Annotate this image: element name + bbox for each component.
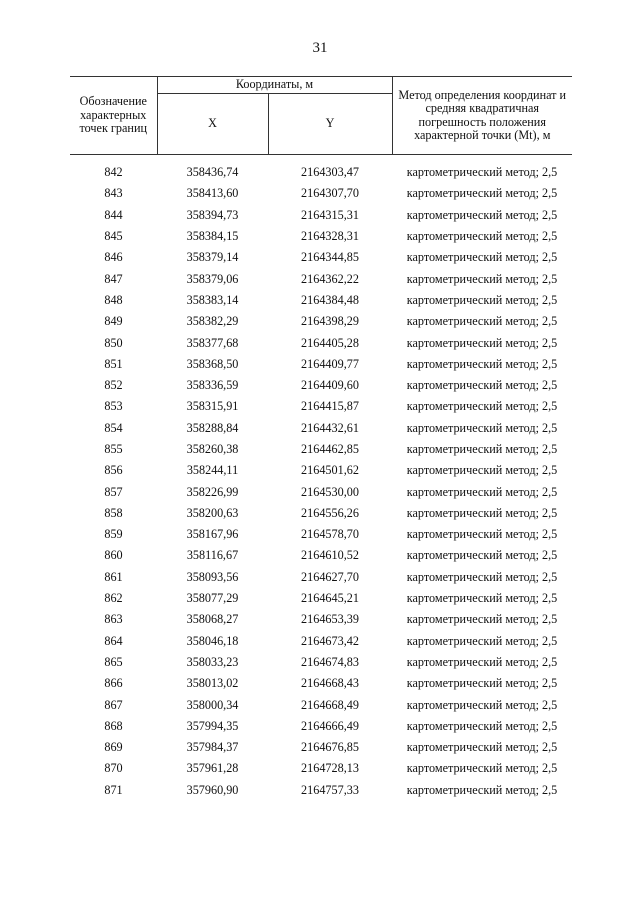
header-point-designation: Обозначение характерных точек границ [70,77,157,155]
x-coordinate-cell: 357961,28 [186,761,239,776]
table-row [70,481,572,502]
x-coordinate-cell: 358244,11 [186,463,239,478]
method-cell: картометрический метод; 2,5 [406,740,558,755]
x-coordinate-cell: 358093,56 [186,569,239,584]
point-number-cell: 849 [104,314,123,329]
method-cell: картометрический метод; 2,5 [406,399,558,414]
point-number-cell: 857 [104,484,123,499]
header-y: Y [268,94,392,155]
point-number-cell: 870 [104,761,123,776]
point-number-cell: 845 [104,229,123,244]
point-number-cell: 842 [104,165,123,180]
y-coordinate-cell: 2164315,31 [301,207,359,222]
point-number-cell: 847 [104,271,123,286]
method-cell: картометрический метод; 2,5 [406,250,558,265]
x-coordinate-cell: 358315,91 [186,399,239,414]
y-coordinate-cell: 2164405,28 [301,335,359,350]
table-row [70,631,572,652]
table-row [70,247,572,268]
table-row [70,375,572,396]
header-coordinates: Координаты, м [157,77,392,94]
method-cell: картометрический метод; 2,5 [406,442,558,456]
y-coordinate-cell: 2164398,29 [301,314,359,329]
point-number-cell: 871 [104,782,123,797]
x-coordinate-cell: 357960,90 [186,782,239,797]
table-row [70,609,572,630]
x-coordinate-cell: 358413,60 [186,186,239,201]
table-row [70,780,572,801]
method-cell: картометрический метод; 2,5 [406,591,558,606]
table-row [70,226,572,247]
x-coordinate-cell: 358436,74 [186,165,239,180]
table-body [70,155,572,801]
x-coordinate-cell: 358288,84 [186,420,239,435]
point-number-cell: 858 [104,505,123,520]
table-row [70,332,572,353]
method-cell: картометрический метод; 2,5 [406,676,558,691]
method-cell: картометрический метод; 2,5 [406,548,558,563]
x-coordinate-cell: 358046,18 [186,633,239,648]
y-coordinate-cell: 2164673,42 [301,633,359,648]
x-coordinate-cell: 358377,68 [186,335,239,350]
method-cell: картометрический метод; 2,5 [406,718,558,733]
y-coordinate-cell: 2164757,33 [301,782,359,797]
y-coordinate-cell: 2164344,85 [301,250,359,265]
method-cell: картометрический метод; 2,5 [406,165,558,180]
point-number-cell: 856 [104,463,123,478]
table-row [70,205,572,226]
table-row [70,567,572,588]
table-row [70,758,572,779]
y-coordinate-cell: 2164668,43 [301,676,359,691]
point-number-cell: 852 [104,378,123,393]
point-number-cell: 848 [104,292,123,307]
method-cell: картометрический метод; 2,5 [406,484,558,499]
x-coordinate-cell: 358068,27 [186,612,239,627]
method-cell: картометрический метод; 2,5 [406,356,558,371]
point-number-cell: 846 [104,250,123,265]
method-cell: картометрический метод; 2,5 [406,612,558,627]
x-coordinate-cell: 358379,06 [186,271,239,286]
y-coordinate-cell: 2164668,49 [301,697,359,712]
y-coordinate-cell: 2164303,47 [301,165,359,180]
table-row [70,524,572,545]
point-number-cell: 859 [104,527,123,542]
y-coordinate-cell: 2164645,21 [301,591,359,606]
x-coordinate-cell: 358383,14 [186,292,239,307]
method-cell: картометрический метод; 2,5 [406,782,558,797]
y-coordinate-cell: 2164666,49 [301,718,359,733]
y-coordinate-cell: 2164728,13 [301,761,359,776]
x-coordinate-cell: 358077,29 [186,591,239,606]
table-row [70,673,572,694]
y-coordinate-cell: 2164362,22 [301,271,359,286]
table-row [70,737,572,758]
point-number-cell: 850 [104,335,123,350]
table-row [70,652,572,673]
table-row [70,183,572,204]
method-cell: картометрический метод; 2,5 [406,463,558,478]
y-coordinate-cell: 2164432,61 [301,420,359,435]
method-cell: картометрический метод; 2,5 [406,527,558,542]
method-cell: картометрический метод; 2,5 [406,420,558,435]
point-number-cell: 851 [104,356,123,371]
point-number-cell: 865 [104,654,123,669]
y-coordinate-cell: 2164610,52 [301,548,359,563]
table-row [70,588,572,609]
point-number-cell: 844 [104,207,123,222]
table-row [70,439,572,460]
table-row [70,694,572,715]
point-number-cell: 862 [104,591,123,606]
point-number-cell: 855 [104,442,123,456]
method-cell: картометрический метод; 2,5 [406,186,558,201]
y-coordinate-cell: 2164384,48 [301,292,359,307]
method-cell: картометрический метод; 2,5 [406,314,558,329]
y-coordinate-cell: 2164627,70 [301,569,359,584]
table-header [70,77,572,155]
x-coordinate-cell: 358394,73 [186,207,239,222]
point-number-cell: 866 [104,676,123,691]
table-row [70,503,572,524]
table-row [70,716,572,737]
table-row [70,396,572,417]
x-coordinate-cell: 357984,37 [186,740,239,755]
x-coordinate-cell: 358013,02 [186,676,239,691]
x-coordinate-cell: 358368,50 [186,356,239,371]
method-cell: картометрический метод; 2,5 [406,569,558,584]
table-row [70,354,572,375]
x-coordinate-cell: 358226,99 [186,484,239,499]
method-cell: картометрический метод; 2,5 [406,654,558,669]
y-coordinate-cell: 2164578,70 [301,527,359,542]
method-cell: картометрический метод; 2,5 [406,207,558,222]
coordinates-table [70,76,572,801]
point-number-cell: 843 [104,186,123,201]
y-coordinate-cell: 2164328,31 [301,229,359,244]
y-coordinate-cell: 2164653,39 [301,612,359,627]
point-number-cell: 868 [104,718,123,733]
x-coordinate-cell: 358260,38 [186,442,239,456]
table-row [70,545,572,566]
y-coordinate-cell: 2164409,60 [301,378,359,393]
method-cell: картометрический метод; 2,5 [406,335,558,350]
y-coordinate-cell: 2164462,85 [301,442,359,456]
x-coordinate-cell: 358200,63 [186,505,239,520]
method-cell: картометрический метод; 2,5 [406,271,558,286]
table-row [70,460,572,481]
x-coordinate-cell: 358033,23 [186,654,239,669]
point-number-cell: 860 [104,548,123,563]
method-cell: картометрический метод; 2,5 [406,761,558,776]
x-coordinate-cell: 358336,59 [186,378,239,393]
y-coordinate-cell: 2164556,26 [301,505,359,520]
y-coordinate-cell: 2164674,83 [301,654,359,669]
x-coordinate-cell: 358384,15 [186,229,239,244]
table-row [70,418,572,439]
point-number-cell: 861 [104,569,123,584]
x-coordinate-cell: 358379,14 [186,250,239,265]
method-cell: картометрический метод; 2,5 [406,229,558,244]
point-number-cell: 853 [104,399,123,414]
point-number-cell: 863 [104,612,123,627]
point-number-cell: 854 [104,420,123,435]
x-coordinate-cell: 358382,29 [186,314,239,329]
header-method: Метод определения координат и средняя квадратичная погрешность положения характерной точки (Mt), м [392,77,572,155]
header-x: X [157,94,268,155]
x-coordinate-cell: 358116,67 [186,548,239,563]
y-coordinate-cell: 2164501,62 [301,463,359,478]
method-cell: картометрический метод; 2,5 [406,505,558,520]
table-row [70,290,572,311]
x-coordinate-cell: 358167,96 [186,527,239,542]
y-coordinate-cell: 2164307,70 [301,186,359,201]
x-coordinate-cell: 357994,35 [186,718,239,733]
y-coordinate-cell: 2164530,00 [301,484,359,499]
y-coordinate-cell: 2164676,85 [301,740,359,755]
point-number-cell: 869 [104,740,123,755]
page-number: 31 [312,40,328,56]
point-number-cell: 867 [104,697,123,712]
point-number-cell: 864 [104,633,123,648]
method-cell: картометрический метод; 2,5 [406,292,558,307]
y-coordinate-cell: 2164415,87 [301,399,359,414]
table-row [70,162,572,183]
y-coordinate-cell: 2164409,77 [301,356,359,371]
table-row [70,268,572,289]
method-cell: картометрический метод; 2,5 [406,633,558,648]
x-coordinate-cell: 358000,34 [186,697,239,712]
table-row [70,311,572,332]
method-cell: картометрический метод; 2,5 [406,378,558,393]
method-cell: картометрический метод; 2,5 [406,697,558,712]
